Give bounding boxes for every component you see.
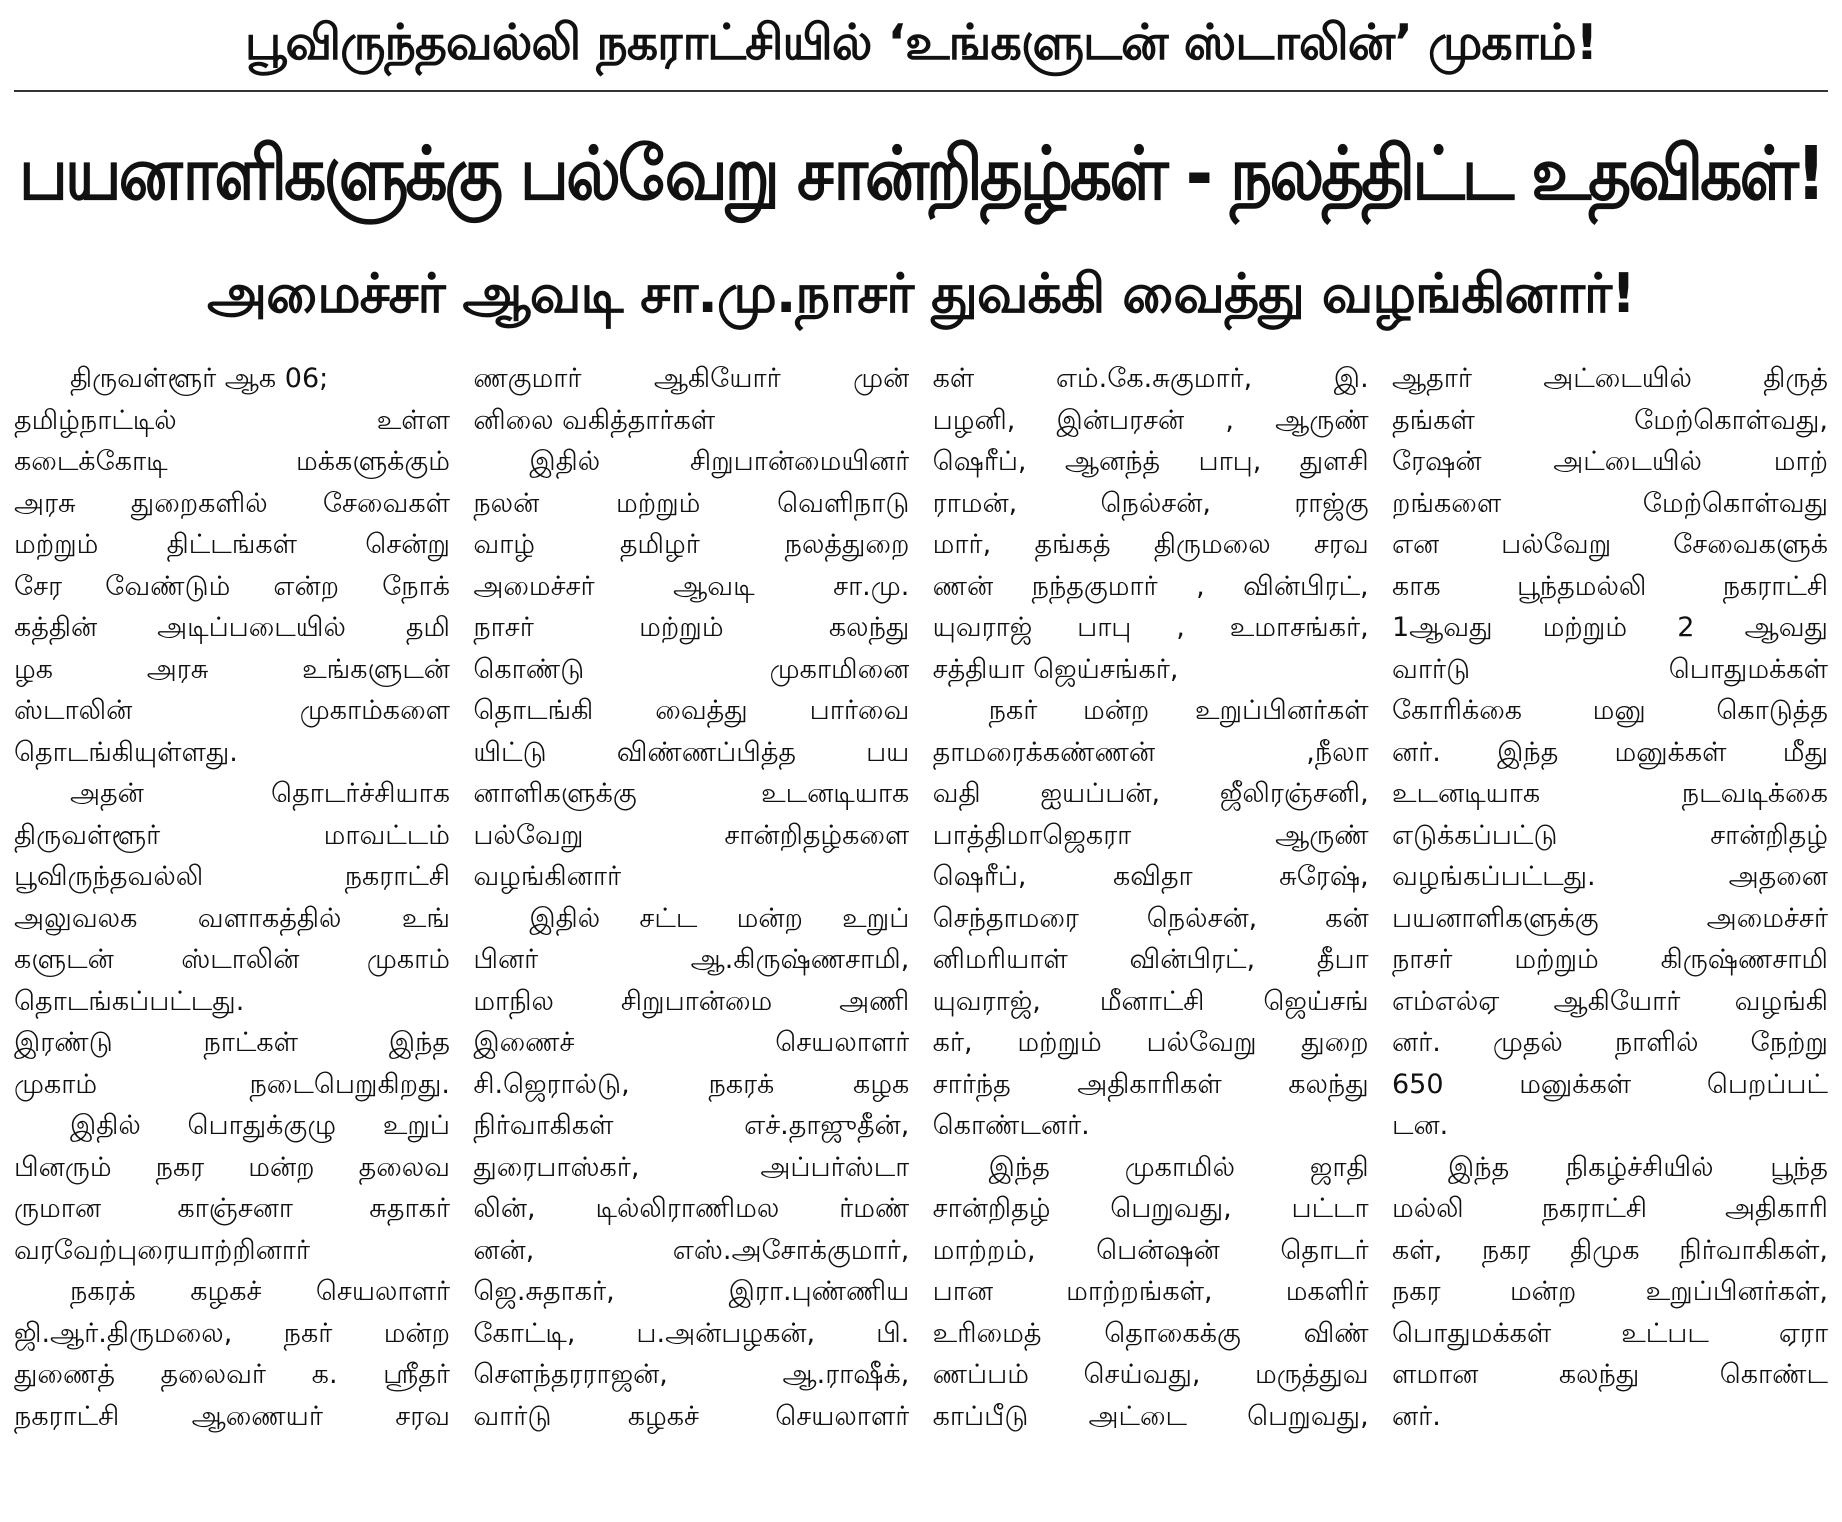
- article-line: கள், நகர திமுக நிர்வாகிகள்,: [1391, 1234, 1828, 1266]
- article-line: கடைக்கோடி மக்களுக்கும்: [14, 446, 450, 477]
- article-line: இதில் பொதுக்குழு உறுப்: [70, 1110, 450, 1141]
- article-line: எடுக்கப்பட்டு சான்றிதழ்: [1391, 819, 1828, 851]
- article-line: னிலை வகித்தார்கள்: [473, 404, 716, 436]
- article-line: னிமரியாள் வின்பிரட், தீபா: [932, 944, 1369, 975]
- article-line: ணகுமார் ஆகியோர் முன்: [473, 363, 910, 394]
- article-line: பூவிருந்தவல்லி நகராட்சி: [14, 861, 450, 892]
- article-line: லின், டில்லிராணிமல ர்மண்: [473, 1193, 910, 1224]
- article-line: கர், மற்றும் பல்வேறு துறை: [932, 1027, 1369, 1058]
- article-line: திருவள்ளூர் ஆக 06;: [70, 363, 329, 394]
- article-line: னர். இந்த மனுக்கள் மீது: [1391, 736, 1828, 768]
- article-line: 650 மனுக்கள் பெறப்பட்: [1391, 1068, 1828, 1100]
- article-line: யுவராஜ் பாபு , உமாசங்கர்,: [932, 612, 1369, 643]
- article-line: ஜெ.சுதாகர், இரா.புண்ணிய: [473, 1276, 910, 1307]
- article-line: சத்தியா ஜெய்சங்கர்,: [932, 653, 1179, 685]
- article-line: முகாம் நடைபெறுகிறது.: [14, 1068, 450, 1100]
- article-line: காப்பீடு அட்டை பெறுவது,: [932, 1400, 1369, 1432]
- article-column-4: [1392, 358, 1828, 1508]
- article-line: துணைத் தலைவர் க. ஸ்ரீதர்: [14, 1359, 450, 1390]
- article-line: அமைச்சர் ஆவடி சா.மு.: [473, 570, 910, 602]
- article-line: நகர மன்ற உறுப்பினர்கள்,: [1391, 1276, 1828, 1307]
- article-line: னன், எஸ்.அசோக்குமார்,: [473, 1234, 910, 1266]
- article-line: பினர் ஆ.கிருஷ்ணசாமி,: [473, 944, 910, 975]
- article-line: வாழ் தமிழர் நலத்துறை: [473, 529, 910, 560]
- article-line: சான்றிதழ் பெறுவது, பட்டா: [932, 1193, 1369, 1224]
- article-line: மாற்றம், பென்ஷன் தொடர்: [932, 1234, 1369, 1266]
- article-line: ஷெரீப், கவிதா சுரேஷ்,: [932, 861, 1369, 892]
- article-line: பல்வேறு சான்றிதழ்களை: [473, 819, 910, 851]
- article-line: னர்.: [1391, 1400, 1441, 1432]
- article-line: திருவள்ளூர் மாவட்டம்: [14, 819, 450, 851]
- article-line: தொடங்கி வைத்து பார்வை: [473, 695, 910, 726]
- article-line: நகர் மன்ற உறுப்பினர்கள்: [988, 695, 1369, 726]
- article-line: இதில் சிறுபான்மையினர்: [529, 446, 910, 477]
- article-line: இதில் சட்ட மன்ற உறுப்: [529, 902, 910, 934]
- article-line: பயனாளிகளுக்கு அமைச்சர்: [1391, 902, 1828, 934]
- article-line: கள் எம்.கே.சுகுமார், இ.: [932, 363, 1369, 394]
- article-line: மாநில சிறுபான்மை அணி: [473, 985, 910, 1017]
- article-line: யுவராஜ், மீனாட்சி ஜெய்சங்: [932, 985, 1369, 1017]
- article-line: தொடங்கப்பட்டது.: [14, 985, 245, 1017]
- article-line: 1ஆவது மற்றும் 2 ஆவது: [1391, 612, 1828, 643]
- article-line: றங்களை மேற்கொள்வது: [1391, 487, 1828, 519]
- article-line: சௌந்தரராஜன், ஆ.ராஷீக்,: [473, 1359, 910, 1390]
- article-line: துரைபாஸ்கர், அப்பர்ஸ்டா: [473, 1151, 910, 1183]
- article-line: சி.ஜெரால்டு, நகரக் கழக: [473, 1068, 910, 1100]
- main-headline: பயனாளிகளுக்கு பல்வேறு சான்றிதழ்கள் - நலத்திட்ட உதவிகள்!: [18, 130, 1824, 218]
- article-body: [14, 358, 1828, 1508]
- article-column-3: [933, 358, 1369, 1508]
- article-line: யிட்டு விண்ணப்பித்த பய: [473, 736, 910, 768]
- article-line: நாசர் மற்றும் கலந்து: [473, 612, 910, 643]
- article-line: பான மாற்றங்கள், மகளிர்: [932, 1276, 1369, 1307]
- article-line: மல்லி நகராட்சி அதிகாரி: [1391, 1193, 1828, 1224]
- article-line: ஸ்டாலின் முகாம்களை: [14, 695, 450, 726]
- article-line: எம்எல்ஏ ஆகியோர் வழங்கி: [1391, 985, 1828, 1017]
- article-column-1: [14, 358, 450, 1508]
- article-line: காக பூந்தமல்லி நகராட்சி: [1391, 570, 1828, 602]
- article-line: ளமான கலந்து கொண்ட: [1391, 1359, 1828, 1390]
- article-line: சார்ந்த அதிகாரிகள் கலந்து: [932, 1068, 1369, 1100]
- article-line: உடனடியாக நடவடிக்கை: [1391, 778, 1828, 809]
- article-line: ராமன், நெல்சன், ராஜ்கு: [932, 487, 1369, 519]
- article-line: வழங்கினார்: [473, 861, 622, 892]
- article-line: வதி ஐயப்பன், ஜீலிரஞ்சனி,: [932, 778, 1369, 809]
- article-column-2: [473, 358, 909, 1508]
- article-line: என பல்வேறு சேவைகளுக்: [1391, 529, 1828, 560]
- article-line: வரவேற்புரையாற்றினார்: [14, 1234, 311, 1266]
- article-line: அலுவலக வளாகத்தில் உங்: [14, 902, 450, 934]
- article-line: ழக அரசு உங்களுடன்: [14, 653, 450, 685]
- article-line: நகராட்சி ஆணையர் சரவ: [14, 1400, 450, 1432]
- article-line: ஜி.ஆர்.திருமலை, நகர் மன்ற: [14, 1317, 450, 1349]
- sub-headline: அமைச்சர் ஆவடி சா.மு.நாசர் துவக்கி வைத்து வழங்கினார்!: [207, 261, 1635, 325]
- article-line: கொண்டு முகாமினை: [473, 653, 910, 685]
- article-line: தொடங்கியுள்ளது.: [14, 736, 238, 768]
- article-line: இந்த நிகழ்ச்சியில் பூந்த: [1447, 1151, 1828, 1183]
- article-line: ஆதார் அட்டையில் திருத்: [1391, 363, 1828, 394]
- article-line: உரிமைத் தொகைக்கு விண்: [932, 1317, 1369, 1349]
- article-line: ருமான காஞ்சனா சுதாகர்: [14, 1193, 450, 1224]
- article-line: அதன் தொடர்ச்சியாக: [70, 778, 450, 809]
- article-line: கோரிக்கை மனு கொடுத்த: [1391, 695, 1828, 726]
- header-rule: [14, 90, 1828, 92]
- kicker-headline: பூவிருந்தவல்லி நகராட்சியில் ‘உங்களுடன் ஸ்டாலின்’ முகாம்!: [244, 14, 1598, 71]
- article-line: மற்றும் திட்டங்கள் சென்று: [14, 529, 450, 560]
- article-line: அரசு துறைகளில் சேவைகள்: [14, 487, 450, 519]
- article-line: டன.: [1391, 1110, 1449, 1141]
- article-line: பினரும் நகர மன்ற தலைவ: [14, 1151, 450, 1183]
- article-line: வழங்கப்பட்டது. அதனை: [1391, 861, 1828, 892]
- article-line: நலன் மற்றும் வெளிநாடு: [473, 487, 910, 519]
- article-line: இணைச் செயலாளர்: [473, 1027, 910, 1058]
- article-line: ணன் நந்தகுமார் , வின்பிரட்,: [932, 570, 1369, 602]
- article-line: வார்டு பொதுமக்கள்: [1391, 653, 1828, 685]
- article-line: னாளிகளுக்கு உடனடியாக: [473, 778, 910, 809]
- article-line: பழனி, இன்பரசன் , ஆருண்: [932, 404, 1369, 436]
- article-line: இந்த முகாமில் ஜாதி: [988, 1151, 1369, 1183]
- article-line: ணப்பம் செய்வது, மருத்துவ: [932, 1359, 1369, 1390]
- article-line: கொண்டனர்.: [932, 1110, 1090, 1141]
- article-line: பாத்திமாஜெகரா ஆருண்: [932, 819, 1369, 851]
- article-line: செந்தாமரை நெல்சன், கன்: [932, 902, 1369, 934]
- article-line: ரேஷன் அட்டையில் மாற்: [1391, 446, 1828, 477]
- article-line: தங்கள் மேற்கொள்வது,: [1391, 404, 1828, 436]
- article-line: கத்தின் அடிப்படையில் தமி: [14, 612, 450, 643]
- article-line: தமிழ்நாட்டில் உள்ள: [14, 404, 450, 436]
- article-line: நாசர் மற்றும் கிருஷ்ணசாமி: [1391, 944, 1828, 975]
- article-line: னர். முதல் நாளில் நேற்று: [1391, 1027, 1828, 1058]
- article-line: நகரக் கழகச் செயலாளர்: [70, 1276, 450, 1307]
- article-line: நிர்வாகிகள் எச்.தாஜுதீன்,: [473, 1110, 910, 1141]
- article-line: கோட்டி, ப.அன்பழகன், பி.: [473, 1317, 910, 1349]
- article-line: மார், தங்கத் திருமலை சரவ: [932, 529, 1369, 560]
- article-line: வார்டு கழகச் செயலாளர்: [473, 1400, 910, 1432]
- article-line: சேர வேண்டும் என்ற நோக்: [14, 570, 450, 602]
- article-line: களுடன் ஸ்டாலின் முகாம்: [14, 944, 450, 975]
- article-line: தாமரைக்கண்ணன் ,நீலா: [932, 736, 1369, 768]
- article-line: பொதுமக்கள் உட்பட ஏரா: [1391, 1317, 1828, 1349]
- article-line: ஷெரீப், ஆனந்த் பாபு, துளசி: [932, 446, 1369, 477]
- article-line: இரண்டு நாட்கள் இந்த: [14, 1027, 450, 1058]
